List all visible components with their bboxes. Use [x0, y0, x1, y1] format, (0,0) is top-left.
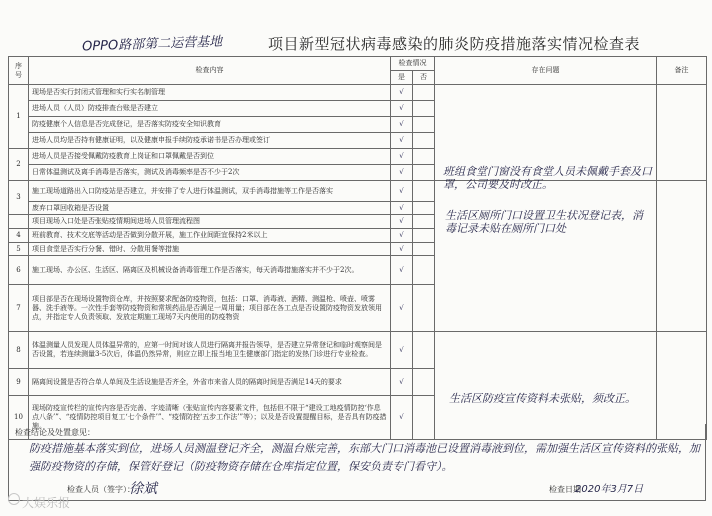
sheet-title: 项目新型冠状病毒感染的肺炎防疫措施落实情况检查表	[268, 35, 641, 53]
row-number: 10	[9, 396, 29, 440]
yes-checkmark: √	[391, 149, 413, 165]
yes-checkmark: √	[391, 117, 413, 133]
check-item: 现场是否实行封闭式管理和实行实名制管理	[29, 85, 391, 101]
yes-checkmark: √	[391, 165, 413, 181]
check-item: 项目现场入口处是否张贴疫情期间进场人员管理流程图	[29, 215, 391, 229]
check-item: 现场防疫宣传栏的宣传内容是否完善、字迹清晰（张贴宣传内容要素文件，包括但不限于“建设工地疫情防控‘作息点八条’”、“疫情防控项目复工‘七个条件’”、“疫情防控‘五步工作法’”等）；以及是否设置提醒目标，是否具有防疫措施。	[29, 396, 391, 440]
project-name: OPPO路部第二运营基地	[81, 34, 223, 55]
date-label: 检查日期	[549, 485, 581, 494]
no-cell	[413, 149, 435, 165]
no-cell	[413, 332, 435, 369]
yes-checkmark: √	[391, 133, 413, 149]
remark-cell	[657, 85, 707, 181]
row-number: 2	[9, 149, 29, 181]
issues-cell	[435, 85, 657, 191]
row-number: 7	[9, 285, 29, 332]
yes-checkmark: √	[391, 215, 413, 229]
no-cell	[413, 117, 435, 133]
status-header: 检查情况	[391, 57, 435, 71]
row-number: 8	[9, 332, 29, 369]
yes-checkmark: √	[391, 285, 413, 332]
inspector-label: 检查人员（签字）：	[67, 485, 135, 494]
no-cell	[413, 243, 435, 256]
yes-checkmark: √	[391, 396, 413, 440]
no-cell	[413, 229, 435, 243]
remarks-header: 备注	[657, 57, 707, 85]
check-item: 进场人员均是否持有健康证明，以及健康申报手续防疫承诺书是否办理或签订	[29, 133, 391, 149]
yes-header: 是	[391, 71, 413, 85]
check-item: 进场人员（人员）防疫排查台账是否建立	[29, 101, 391, 117]
no-cell	[413, 256, 435, 285]
watermark-logo-icon	[8, 493, 20, 505]
inspection-table	[8, 56, 707, 440]
no-cell	[413, 133, 435, 149]
no-cell	[413, 202, 435, 215]
no-cell	[413, 165, 435, 181]
seq-header: 序号	[9, 57, 29, 85]
check-item: 日常体温测试及离手消毒是否落实，测试及消毒频率是否不少于2次	[29, 165, 391, 181]
no-cell	[413, 85, 435, 101]
yes-checkmark: √	[391, 369, 413, 396]
yes-checkmark: √	[391, 181, 413, 202]
yes-checkmark: √	[391, 101, 413, 117]
conclusion-label: 检查结论及处置意见：	[15, 428, 95, 437]
inspection-date: 2020年3月7日	[575, 484, 644, 495]
row-number	[9, 215, 29, 229]
watermark	[10, 494, 70, 511]
check-item: 施工现场、办公区、生活区、隔离区及机械设备消毒管理工作是否落实，每天消毒措施落实并不少于2次。	[29, 256, 391, 285]
check-item: 废弃口罩回收箱是否设置	[29, 202, 391, 215]
yes-checkmark: √	[391, 229, 413, 243]
check-item: 体温测量人员发现人员体温异常的，应第一时间对该人员进行隔离并报告领导，是否建立异常登记和临时观察间是否设置，若连续测量3-5次后，体温仍然异常，则应立即上报当地卫生健康部门指定的发热门诊进行专业检查。	[29, 332, 391, 369]
conclusion-text: 防疫措施基本落实到位，进场人员测温登记齐全，测温台账完善，东部大门口消毒池已设置消毒液到位，需加强生活区宣传资料的张贴，加强防疫物资的存储，保管好登记（防疫物资存储在仓库指定位置，保安负责专门看守）。	[29, 442, 700, 473]
yes-checkmark: √	[391, 243, 413, 256]
no-header: 否	[413, 71, 435, 85]
row-number: 3	[9, 181, 29, 215]
table-row	[9, 332, 707, 369]
check-item: 进场人员是否接受佩戴防疫教育上岗证和口罩佩戴是否到位	[29, 149, 391, 165]
content-header: 检查内容	[29, 57, 391, 85]
issue-text: 班组食堂门窗没有食堂人员未佩戴手套及口罩，公司要及时改正。	[443, 165, 652, 191]
yes-checkmark: √	[391, 256, 413, 285]
row-number: 1	[9, 85, 29, 149]
check-item: 项目食堂是否实行分餐、错时、分散用餐等措施	[29, 243, 391, 256]
no-cell	[413, 369, 435, 396]
check-item: 施工现场道路出入口防疫站是否建立，并安排了专人进行体温测试，双手消毒措施等工作是否落实	[29, 181, 391, 202]
watermark-text: 大娱乐报	[22, 496, 71, 510]
check-item: 防疫健康个人信息是否完成登记，是否落实防疫安全知识教育	[29, 117, 391, 133]
issue-text: 生活区厕所门口设置卫生状况登记表，消毒记录未贴在厕所门口处	[445, 209, 643, 235]
no-cell	[413, 181, 435, 202]
table-row	[9, 85, 707, 101]
no-cell	[413, 215, 435, 229]
row-number: 6	[9, 256, 29, 285]
row-number: 5	[9, 243, 29, 256]
issues-header: 存在问题	[435, 57, 657, 85]
no-cell	[413, 285, 435, 332]
inspector-signature: 徐斌	[129, 481, 157, 497]
yes-checkmark: √	[391, 202, 413, 215]
table-row	[9, 181, 707, 202]
conclusion-section	[8, 424, 706, 501]
row-number: 4	[9, 229, 29, 243]
remark-cell	[657, 181, 707, 332]
no-cell	[413, 101, 435, 117]
issue-text: 生活区防疫宣传资料未张贴，须改正。	[449, 392, 636, 405]
check-item: 隔离间设置是否符合单人单间及生活设施是否齐全，外省市来省人员的隔离时间是否满足14天的要求	[29, 369, 391, 396]
issues-cell	[435, 181, 657, 332]
check-item: 班前教育、技术交底等活动是否做到分散开展，施工作业间距宜保持2米以上	[29, 229, 391, 243]
yes-checkmark: √	[391, 332, 413, 369]
row-number: 9	[9, 369, 29, 396]
check-item: 项目部是否在现场设置物资仓库，并按照要求配备防疫物资，包括：口罩、消毒液、酒精、测温枪、喷壶、喷雾器、洗手液等。一次性手套等防疫物资和常规药品是否满足一周用量；项目部在各工点是否设置防疫物资发放领用点，并指定专人负责领取、发放定期施工现场7天内使用的防疫物资	[29, 285, 391, 332]
yes-checkmark: √	[391, 85, 413, 101]
